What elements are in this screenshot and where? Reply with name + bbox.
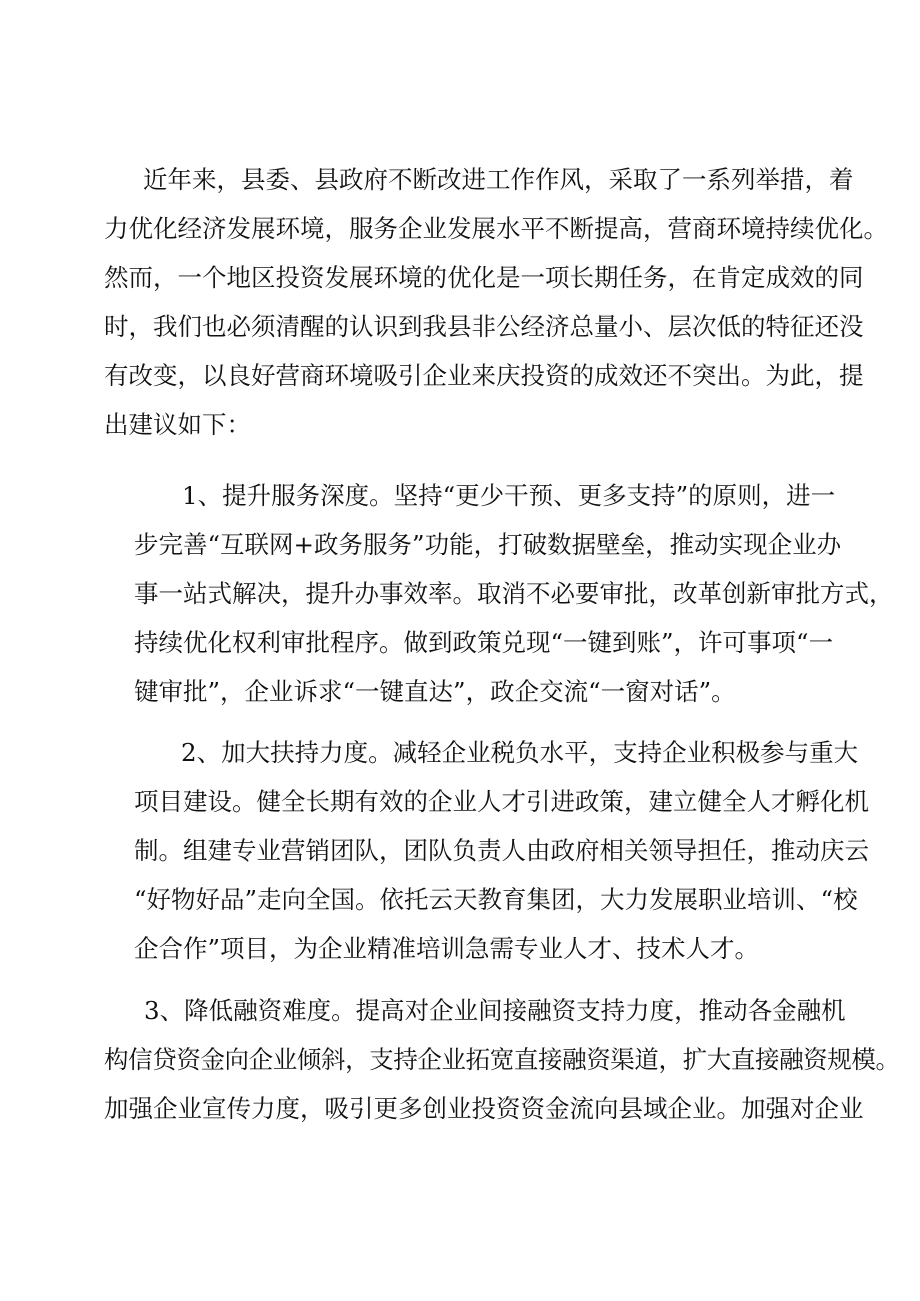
text-line: 键审批”，企业诉求“一键直达”，政企交流“一窗对话”。 — [134, 677, 736, 706]
text-line: 步完善“互联网+政务服务”功能，打破数据壁垒，推动实现企业办 — [134, 530, 842, 559]
text-line: 1、提升服务深度。坚持“更少干预、更多支持”的原则，进一 — [182, 481, 836, 510]
text-line: 企合作”项目，为企业精准培训急需专业人才、技术人才。 — [134, 934, 760, 963]
text-line: 3、降低融资难度。提高对企业间接融资支持力度，推动各金融机 — [144, 996, 846, 1025]
text-line: 2、加大扶持力度。减轻企业税负水平，支持企业积极参与重大 — [181, 738, 859, 767]
text-line: 然而，一个地区投资发展环境的优化是一项长期任务，在肯定成效的同 — [104, 263, 864, 292]
text-line: 事一站式解决，提升办事效率。取消不必要审批，改革创新审批方式， — [134, 579, 894, 608]
text-line: 力优化经济发展环境，服务企业发展水平不断提高，营商环境持续优化。 — [104, 214, 888, 243]
text-line: 加强企业宣传力度，吸引更多创业投资资金流向县域企业。加强对企业 — [104, 1094, 864, 1123]
text-line: 近年来，县委、县政府不断改进工作作风，采取了一系列举措，着 — [143, 165, 854, 194]
text-line: 时，我们也必须清醒的认识到我县非公经济总量小、层次低的特征还没 — [104, 312, 864, 341]
text-line: 构信贷资金向企业倾斜，支持企业拓宽直接融资渠道，扩大直接融资规模。 — [104, 1045, 900, 1074]
text-line: 持续优化权利审批程序。做到政策兑现“一键到账”，许可事项“一 — [134, 628, 834, 657]
text-line: 制。组建专业营销团队，团队负责人由政府相关领导担任，推动庆云 — [134, 836, 869, 865]
text-line: 项目建设。健全长期有效的企业人才引进政策，建立健全人才孵化机 — [134, 787, 869, 816]
text-line: 出建议如下： — [104, 410, 251, 439]
text-line: 有改变，以良好营商环境吸引企业来庆投资的成效还不突出。为此，提 — [104, 361, 864, 390]
text-line: “好物好品”走向全国。依托云天教育集团，大力发展职业培训、“校 — [134, 885, 858, 914]
